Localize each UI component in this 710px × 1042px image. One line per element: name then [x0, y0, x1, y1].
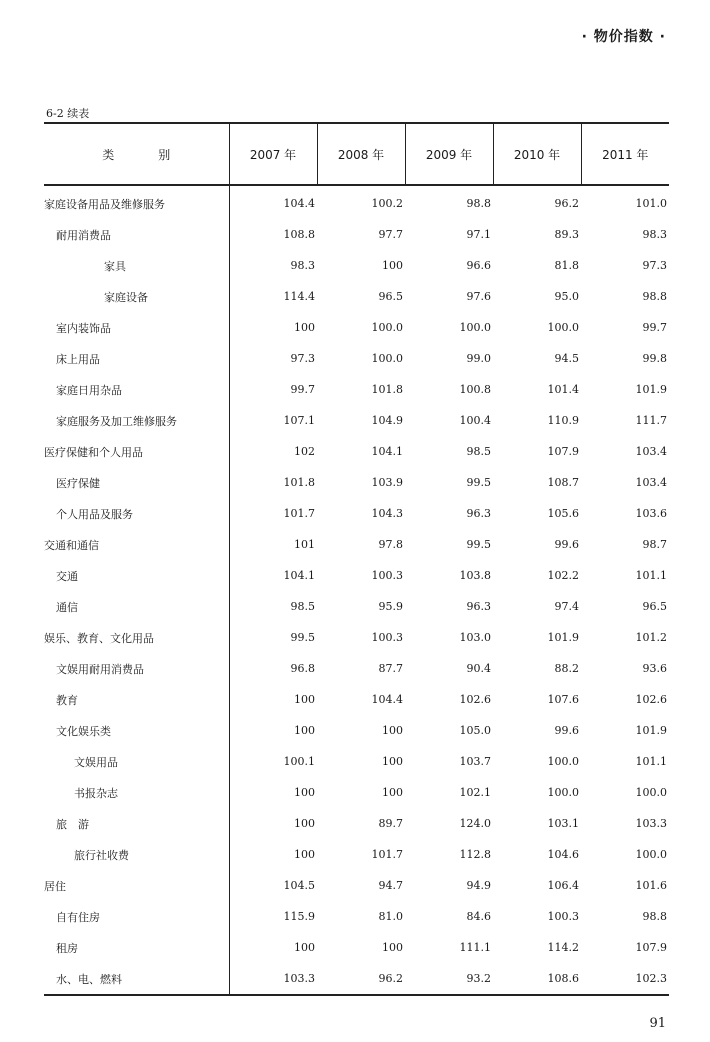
index-value-cell: 107.9 — [547, 445, 579, 458]
table-row — [44, 746, 669, 777]
row-category-label: 家庭日用杂品 — [44, 374, 229, 405]
table-row — [44, 374, 669, 405]
row-category-label: 文娱用品 — [44, 746, 229, 777]
table-header — [44, 123, 669, 185]
index-value-cell: 124.0 — [459, 817, 491, 830]
index-value-cell: 102.3 — [581, 963, 669, 995]
table-row — [44, 684, 669, 715]
table-caption: 6-2 续表 — [46, 107, 90, 120]
index-value-cell: 97.7 — [378, 228, 403, 241]
row-category-label: 娱乐、教育、文化用品 — [44, 622, 229, 653]
row-category-label: 租房 — [44, 932, 229, 963]
index-value-cell: 114.4 — [283, 290, 315, 303]
index-value-cell: 98.3 — [290, 259, 315, 272]
index-value-cell: 98.5 — [290, 600, 315, 613]
table-row — [44, 560, 669, 591]
index-value-cell: 94.7 — [378, 879, 403, 892]
index-value-cell: 104.4 — [371, 693, 403, 706]
index-value-cell: 97.3 — [290, 352, 315, 365]
table-row — [44, 715, 669, 746]
index-value-cell: 103.4 — [635, 445, 667, 458]
index-value-cell: 99.7 — [290, 383, 315, 396]
table-row — [44, 529, 669, 560]
index-value-cell: 104.5 — [283, 879, 315, 892]
index-value-cell: 101.9 — [635, 724, 667, 737]
index-value-cell: 99.5 — [466, 476, 491, 489]
table-row — [44, 219, 669, 250]
index-value-cell: 102 — [294, 445, 315, 458]
table-row — [44, 467, 669, 498]
index-value-cell: 103.1 — [547, 817, 579, 830]
index-value-cell: 100 — [382, 941, 403, 954]
index-value-cell: 99.5 — [290, 631, 315, 644]
index-value-cell: 99.6 — [554, 724, 579, 737]
index-value-cell: 96.5 — [642, 600, 667, 613]
table-row — [44, 653, 669, 684]
index-value-cell: 100 — [294, 848, 315, 861]
index-value-cell: 104.1 — [371, 445, 403, 458]
index-value-cell: 101.0 — [635, 197, 667, 210]
index-value-cell: 100 — [382, 755, 403, 768]
row-category-label: 医疗保健 — [44, 467, 229, 498]
index-value-cell: 103.0 — [459, 631, 491, 644]
year-column-header: 2008 年 — [317, 123, 405, 185]
index-value-cell: 100.0 — [459, 321, 491, 334]
index-value-cell: 100.1 — [283, 755, 315, 768]
index-value-cell: 90.4 — [466, 662, 491, 675]
index-value-cell: 101 — [294, 538, 315, 551]
index-value-cell: 107.9 — [635, 941, 667, 954]
index-value-cell: 107.1 — [283, 414, 315, 427]
index-value-cell: 100 — [294, 724, 315, 737]
header-row — [44, 123, 669, 185]
table-row — [44, 870, 669, 901]
table-row — [44, 498, 669, 529]
table-row — [44, 312, 669, 343]
index-value-cell: 103.4 — [635, 476, 667, 489]
index-value-cell: 81.8 — [554, 259, 579, 272]
index-value-cell: 81.0 — [378, 910, 403, 923]
index-value-cell: 95.9 — [378, 600, 403, 613]
year-column-header: 2009 年 — [405, 123, 493, 185]
index-value-cell: 103.6 — [635, 507, 667, 520]
index-value-cell: 110.9 — [547, 414, 579, 427]
index-value-cell: 93.6 — [642, 662, 667, 675]
row-category-label: 文化娱乐类 — [44, 715, 229, 746]
index-value-cell: 100 — [294, 786, 315, 799]
row-category-label: 家庭设备 — [44, 281, 229, 312]
index-value-cell: 100.0 — [547, 321, 579, 334]
table-body — [44, 185, 669, 995]
index-value-cell: 98.8 — [642, 290, 667, 303]
index-value-cell: 84.6 — [466, 910, 491, 923]
index-value-cell: 99.0 — [466, 352, 491, 365]
index-value-cell: 100 — [294, 321, 315, 334]
table-row — [44, 591, 669, 622]
index-value-cell: 101.7 — [283, 507, 315, 520]
index-value-cell: 99.7 — [642, 321, 667, 334]
index-value-cell: 106.4 — [547, 879, 579, 892]
index-value-cell: 112.8 — [459, 848, 491, 861]
row-category-label: 床上用品 — [44, 343, 229, 374]
index-value-cell: 108.8 — [283, 228, 315, 241]
index-value-cell: 89.3 — [554, 228, 579, 241]
index-value-cell: 96.5 — [378, 290, 403, 303]
index-value-cell: 100.0 — [635, 848, 667, 861]
table-row — [44, 405, 669, 436]
index-value-cell: 94.5 — [554, 352, 579, 365]
index-value-cell: 96.2 — [554, 197, 579, 210]
row-category-label: 家庭服务及加工维修服务 — [44, 405, 229, 436]
index-value-cell: 108.6 — [493, 963, 581, 995]
category-column-header — [44, 123, 229, 185]
index-value-cell: 101.1 — [635, 569, 667, 582]
row-category-label: 耐用消费品 — [44, 219, 229, 250]
index-value-cell: 107.6 — [547, 693, 579, 706]
index-value-cell: 89.7 — [378, 817, 403, 830]
price-index-table-container — [44, 122, 669, 996]
index-value-cell: 100 — [382, 724, 403, 737]
table-row — [44, 901, 669, 932]
index-value-cell: 98.5 — [466, 445, 491, 458]
table-row — [44, 343, 669, 374]
table-row — [44, 436, 669, 467]
index-value-cell: 101.2 — [635, 631, 667, 644]
row-category-label: 室内装饰品 — [44, 312, 229, 343]
category-header-part-2: 别 — [158, 147, 171, 162]
index-value-cell: 111.1 — [459, 941, 491, 954]
table-row — [44, 622, 669, 653]
index-value-cell: 93.2 — [405, 963, 493, 995]
row-category-label: 交通 — [44, 560, 229, 591]
year-column-header: 2010 年 — [493, 123, 581, 185]
index-value-cell: 105.6 — [547, 507, 579, 520]
table-row — [44, 839, 669, 870]
index-value-cell: 97.8 — [378, 538, 403, 551]
index-value-cell: 94.9 — [466, 879, 491, 892]
index-value-cell: 100.2 — [371, 197, 403, 210]
index-value-cell: 105.0 — [459, 724, 491, 737]
row-category-label: 旅行社收费 — [44, 839, 229, 870]
index-value-cell: 104.4 — [283, 197, 315, 210]
index-value-cell: 99.8 — [642, 352, 667, 365]
index-value-cell: 88.2 — [554, 662, 579, 675]
index-value-cell: 104.3 — [371, 507, 403, 520]
index-value-cell: 100.4 — [459, 414, 491, 427]
index-value-cell: 96.8 — [290, 662, 315, 675]
index-value-cell: 100 — [294, 693, 315, 706]
index-value-cell: 103.8 — [459, 569, 491, 582]
page-number: 91 — [649, 1016, 666, 1031]
table-row — [44, 185, 669, 219]
index-value-cell: 100 — [382, 259, 403, 272]
index-value-cell: 97.4 — [554, 600, 579, 613]
index-value-cell: 96.6 — [466, 259, 491, 272]
index-value-cell: 101.8 — [283, 476, 315, 489]
index-value-cell: 101.9 — [635, 383, 667, 396]
index-value-cell: 102.1 — [459, 786, 491, 799]
index-value-cell: 100 — [294, 817, 315, 830]
running-head: · 物价指数 · — [581, 29, 666, 45]
index-value-cell: 87.7 — [378, 662, 403, 675]
index-value-cell: 100.0 — [371, 352, 403, 365]
index-value-cell: 104.6 — [547, 848, 579, 861]
index-value-cell: 100 — [382, 786, 403, 799]
index-value-cell: 100.0 — [635, 786, 667, 799]
table-row — [44, 250, 669, 281]
index-value-cell: 98.7 — [642, 538, 667, 551]
index-value-cell: 100.8 — [459, 383, 491, 396]
index-value-cell: 101.1 — [635, 755, 667, 768]
index-value-cell: 100.0 — [547, 786, 579, 799]
index-value-cell: 99.5 — [466, 538, 491, 551]
row-category-label: 水、电、燃料 — [44, 963, 229, 995]
index-value-cell: 108.7 — [547, 476, 579, 489]
index-value-cell: 111.7 — [635, 414, 667, 427]
index-value-cell: 96.3 — [466, 600, 491, 613]
index-value-cell: 101.4 — [547, 383, 579, 396]
index-value-cell: 100.3 — [371, 631, 403, 644]
row-category-label: 居住 — [44, 870, 229, 901]
index-value-cell: 98.8 — [642, 910, 667, 923]
index-value-cell: 101.9 — [547, 631, 579, 644]
row-category-label: 家具 — [44, 250, 229, 281]
category-header-part-1: 类 — [102, 147, 115, 162]
index-value-cell: 99.6 — [554, 538, 579, 551]
table-row — [44, 963, 669, 995]
row-category-label: 旅 游 — [44, 808, 229, 839]
index-value-cell: 101.6 — [635, 879, 667, 892]
year-column-header: 2007 年 — [229, 123, 317, 185]
index-value-cell: 100.3 — [371, 569, 403, 582]
index-value-cell: 100.0 — [547, 755, 579, 768]
index-value-cell: 104.9 — [371, 414, 403, 427]
price-index-table — [44, 122, 669, 996]
table-row — [44, 281, 669, 312]
index-value-cell: 97.3 — [642, 259, 667, 272]
row-category-label: 个人用品及服务 — [44, 498, 229, 529]
index-value-cell: 102.6 — [459, 693, 491, 706]
row-category-label: 通信 — [44, 591, 229, 622]
index-value-cell: 98.3 — [642, 228, 667, 241]
row-category-label: 文娱用耐用消费品 — [44, 653, 229, 684]
index-value-cell: 97.1 — [466, 228, 491, 241]
table-row — [44, 777, 669, 808]
row-category-label: 自有住房 — [44, 901, 229, 932]
index-value-cell: 98.8 — [466, 197, 491, 210]
table-row — [44, 808, 669, 839]
index-value-cell: 101.8 — [371, 383, 403, 396]
index-value-cell: 100.0 — [371, 321, 403, 334]
index-value-cell: 100.3 — [547, 910, 579, 923]
index-value-cell: 114.2 — [547, 941, 579, 954]
index-value-cell: 96.3 — [466, 507, 491, 520]
table-row — [44, 932, 669, 963]
index-value-cell: 95.0 — [554, 290, 579, 303]
row-category-label: 交通和通信 — [44, 529, 229, 560]
index-value-cell: 96.2 — [317, 963, 405, 995]
row-category-label: 家庭设备用品及维修服务 — [44, 185, 229, 219]
index-value-cell: 115.9 — [283, 910, 315, 923]
index-value-cell: 102.6 — [635, 693, 667, 706]
row-category-label: 医疗保健和个人用品 — [44, 436, 229, 467]
index-value-cell: 102.2 — [547, 569, 579, 582]
row-category-label: 书报杂志 — [44, 777, 229, 808]
index-value-cell: 103.3 — [229, 963, 317, 995]
index-value-cell: 104.1 — [283, 569, 315, 582]
index-value-cell: 100 — [294, 941, 315, 954]
year-column-header: 2011 年 — [581, 123, 669, 185]
index-value-cell: 103.3 — [635, 817, 667, 830]
index-value-cell: 103.9 — [371, 476, 403, 489]
row-category-label: 教育 — [44, 684, 229, 715]
index-value-cell: 101.7 — [371, 848, 403, 861]
index-value-cell: 97.6 — [466, 290, 491, 303]
index-value-cell: 103.7 — [459, 755, 491, 768]
